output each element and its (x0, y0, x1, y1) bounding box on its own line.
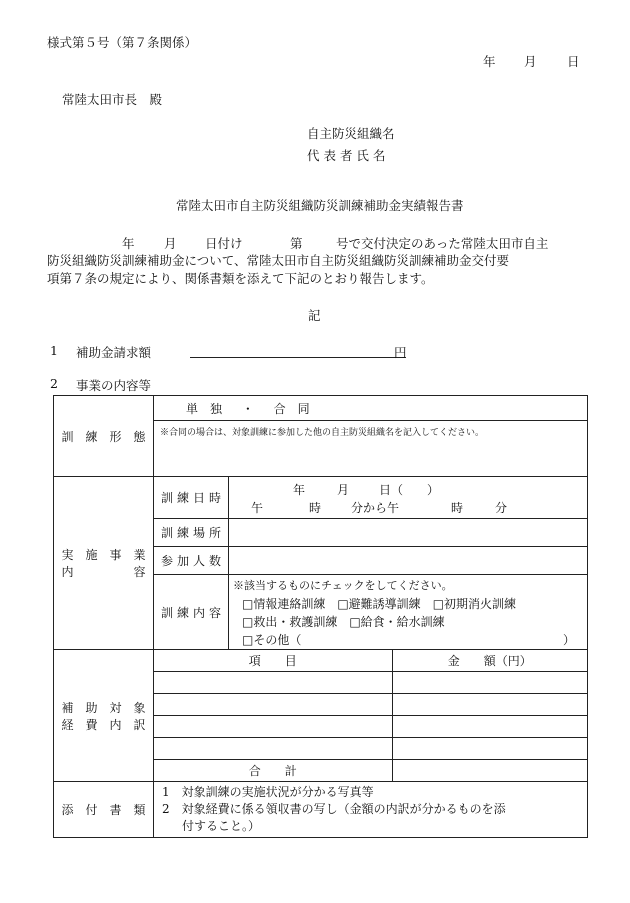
item1-unit: 円 (394, 345, 407, 360)
expenses-label-line2: 経費内訳 (61, 717, 146, 732)
dt-day: 日（ ） (379, 482, 440, 497)
datetime-label-cell (154, 477, 229, 519)
option-single[interactable]: 単 独 (186, 401, 223, 416)
dt-min2: 分 (495, 500, 508, 515)
training-form-category (54, 396, 154, 477)
body-number-prefix: 第 (290, 236, 303, 251)
option-fire-fighting[interactable]: □初期消火訓練 (432, 597, 517, 611)
expenses-label-line1: 補助対象 (61, 700, 146, 715)
datetime-field[interactable] (229, 477, 588, 519)
option-other-close: ） (563, 633, 576, 647)
body-day-suffix: 日付け (205, 236, 243, 251)
attachment-2-text-line2: 付すること。） (182, 819, 261, 833)
details-table (53, 395, 588, 838)
participants-label-cell (154, 547, 229, 575)
dt-month: 月 (337, 482, 350, 497)
implementation-label-line2: 内容 (61, 565, 146, 579)
dt-hour2: 時 (451, 500, 464, 515)
document-title: 常陸太田市自主防災組織防災訓練補助金実績報告書 (176, 198, 464, 213)
expense-amount-cell[interactable] (392, 672, 587, 694)
dt-min-from: 分から午 (351, 500, 400, 515)
item2-label: 事業の内容等 (76, 378, 152, 393)
item2-number: 2 (50, 376, 58, 391)
options-row2 (233, 613, 587, 630)
option-joint[interactable]: 合 同 (273, 401, 310, 416)
place-label-cell (154, 519, 229, 547)
body-year: 年 (122, 236, 135, 251)
expenses-breakdown (154, 650, 588, 782)
addressee: 常陸太田市長 殿 (62, 92, 163, 107)
attachments-label: 添付書類 (61, 803, 146, 817)
place-label: 訓練場所 (161, 526, 221, 540)
dt-year: 年 (293, 482, 306, 497)
attachment-2-number: 2 (162, 802, 170, 816)
body-month: 月 (164, 236, 177, 251)
item1-number: 1 (50, 343, 58, 358)
option-food-water[interactable]: □給食・給水訓練 (349, 615, 445, 629)
date-year-label: 年 (483, 54, 496, 69)
joint-note: ※合同の場合は、対象訓練に参加した他の自主防災組織名を記入してください。 (160, 428, 485, 438)
option-separator: ・ (241, 401, 254, 416)
representative-label: 代 表 者 氏 名 (307, 148, 386, 163)
body-line1-rest: 号で交付決定のあった常陸太田市自主 (336, 236, 549, 251)
options-row3 (233, 631, 587, 648)
col-item-header: 項 目 (154, 650, 392, 672)
options-row1 (233, 595, 587, 612)
option-other[interactable]: □その他（ (242, 633, 302, 647)
expense-item-cell[interactable] (154, 738, 392, 760)
col-amount-header: 金 額（円） (392, 650, 587, 672)
attachment-2-text-line1: 対象経費に係る領収書の写し（金額の内訳が分かるものを添 (181, 802, 506, 816)
attachment-1-number: 1 (162, 785, 170, 799)
place-field[interactable] (229, 519, 588, 547)
implementation-label-line1: 実施事業 (61, 548, 146, 562)
body-line2: 防災組織防災訓練補助金について、常陸太田市自主防災組織防災訓練補助金交付要 (47, 253, 510, 268)
content-label-cell (154, 575, 229, 650)
attachment-item-2 (162, 801, 587, 818)
participants-field[interactable] (229, 547, 588, 575)
total-amount-cell[interactable] (392, 760, 587, 782)
content-note: ※該当するものにチェックをしてください。 (233, 579, 453, 592)
content-label: 訓練内容 (161, 605, 221, 620)
total-label: 合 計 (154, 760, 392, 782)
option-rescue[interactable]: □救出・救護訓練 (242, 615, 338, 629)
form-number: 様式第５号（第７条関係） (47, 35, 198, 50)
body-line3: 項第７条の規定により、関係書類を添えて下記のとおり報告します。 (47, 271, 434, 286)
option-evacuation[interactable]: □避難誘導訓練 (337, 597, 421, 611)
expenses-category (54, 650, 154, 782)
dt-hour1: 時 (309, 500, 322, 515)
attachment-item-1 (162, 784, 587, 801)
training-form-label: 訓練形態 (61, 429, 146, 444)
attachments-category (54, 782, 154, 838)
joint-org-field[interactable] (154, 421, 588, 477)
item1-label: 補助金請求額 (76, 345, 152, 360)
content-field[interactable] (229, 575, 588, 650)
date-day-label: 日 (567, 54, 580, 69)
datetime-label: 訓練日時 (161, 491, 221, 505)
ki-label: 記 (308, 308, 321, 323)
training-form-options[interactable] (154, 396, 588, 421)
attachments-list (154, 782, 588, 838)
option-info-relay[interactable]: □情報連絡訓練 (242, 597, 326, 611)
implementation-category (54, 477, 154, 650)
claim-amount-field[interactable] (190, 357, 406, 358)
expense-item-cell[interactable] (154, 672, 392, 694)
expense-item-cell[interactable] (154, 694, 392, 716)
dt-ampm1: 午 (251, 500, 264, 515)
expense-amount-cell[interactable] (392, 694, 587, 716)
org-name-label: 自主防災組織名 (307, 126, 395, 141)
expenses-table (154, 650, 587, 781)
date-month-label: 月 (524, 54, 537, 69)
expense-amount-cell[interactable] (392, 738, 587, 760)
participants-label: 参加人数 (161, 554, 221, 568)
expense-item-cell[interactable] (154, 716, 392, 738)
attachment-1-text: 対象訓練の実施状況が分かる写真等 (181, 785, 374, 799)
expense-amount-cell[interactable] (392, 716, 587, 738)
